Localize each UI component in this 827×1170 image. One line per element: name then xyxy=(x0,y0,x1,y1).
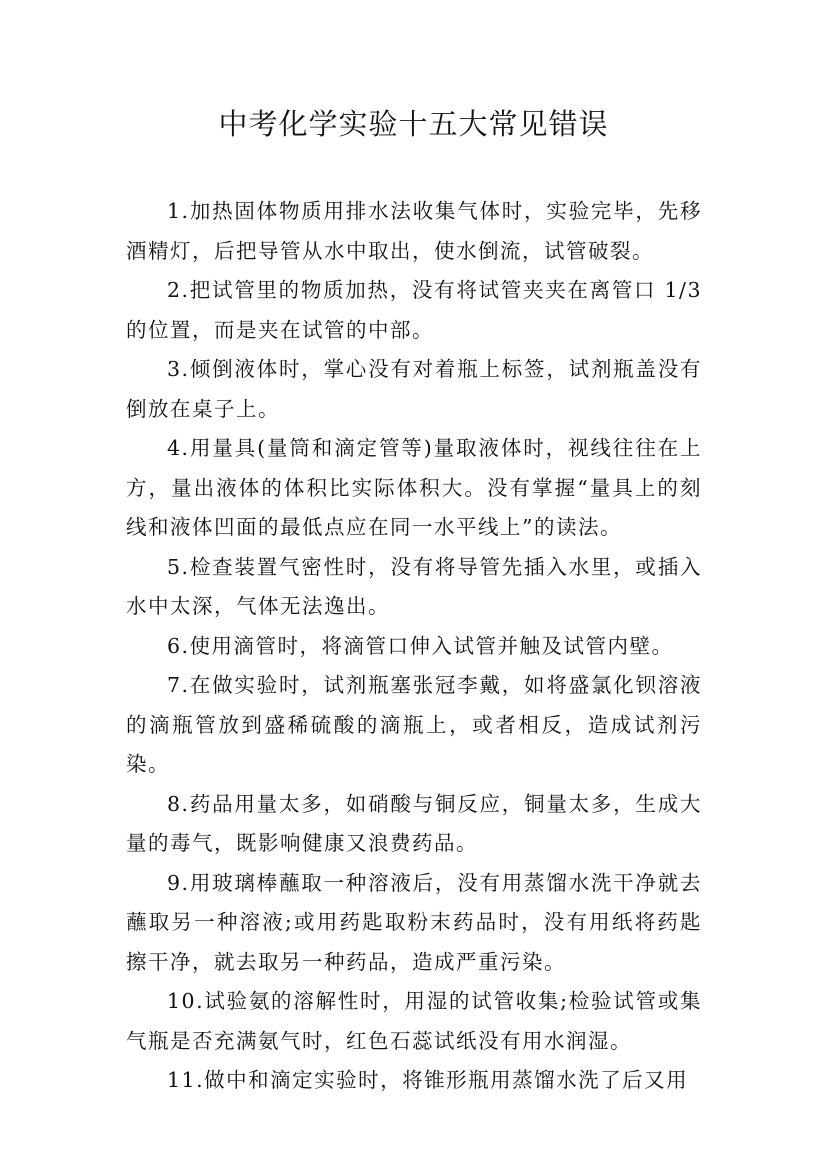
paragraph-3: 3.倾倒液体时，掌心没有对着瓶上标签，试剂瓶盖没有倒放在桌子上。 xyxy=(126,357,702,421)
paragraph-4: 4.用量具(量筒和滴定管等)量取液体时，视线往往在上方，量出液体的体积比实际体积大。没有掌握“量具上的刻线和液体凹面的最低点应在同一水平线上”的读法。 xyxy=(126,436,702,539)
paragraph-7: 7.在做实验时，试剂瓶塞张冠李戴，如将盛氯化钡溶液的滴瓶管放到盛稀硫酸的滴瓶上，或者相反，造成试剂污染。 xyxy=(126,673,702,776)
paragraph-2: 2.把试管里的物质加热，没有将试管夹夹在离管口 1/3 的位置，而是夹在试管的中部。 xyxy=(126,278,702,342)
paragraph-5: 5.检查装置气密性时，没有将导管先插入水里，或插入水中太深，气体无法逸出。 xyxy=(126,554,702,618)
paragraph-9: 9.用玻璃棒蘸取一种溶液后，没有用蒸馏水洗干净就去蘸取另一种溶液;或用药匙取粉末药品时，没有用纸将药匙擦干净，就去取另一种药品，造成严重污染。 xyxy=(126,870,702,974)
paragraph-8: 8.药品用量太多，如硝酸与铜反应，铜量太多，生成大量的毒气，既影响健康又浪费药品。 xyxy=(126,791,702,855)
page-title: 中考化学实验十五大常见错误 xyxy=(218,107,609,141)
document-body xyxy=(126,192,702,1101)
paragraph-11: 11.做中和滴定实验时，将锥形瓶用蒸馏水洗了后又用 xyxy=(167,1068,689,1092)
paragraph-1: 1.加热固体物质用排水法收集气体时，实验完毕，先移酒精灯，后把导管从水中取出，使水倒流，试管破裂。 xyxy=(126,199,702,263)
paragraph-6: 6.使用滴管时，将滴管口伸入试管并触及试管内壁。 xyxy=(167,633,674,658)
paragraph-10: 10.试验氨的溶解性时，用湿的试管收集;检验试管或集气瓶是否充满氨气时，红色石蕊试纸没有用水润湿。 xyxy=(126,989,702,1053)
